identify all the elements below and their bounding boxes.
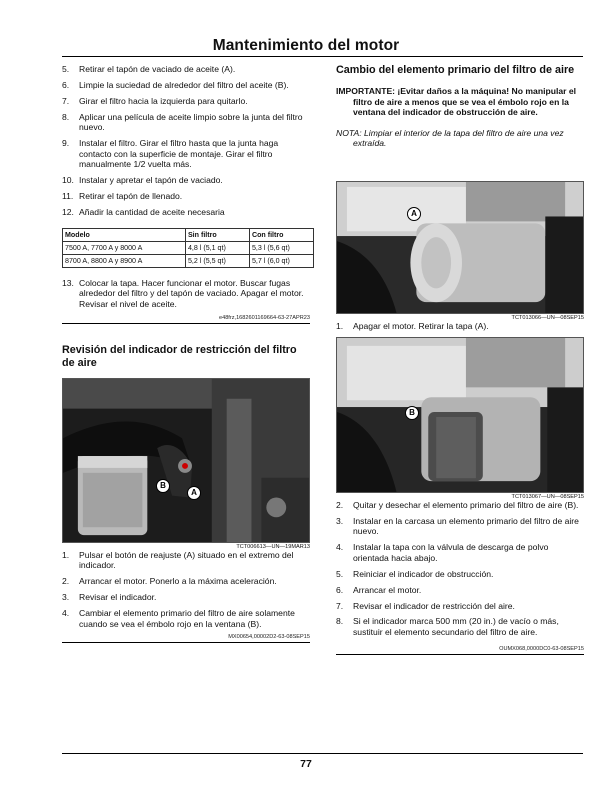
note: NOTA: Limpiar el interior de la tapa del filtro de aire una vez extraída.: [336, 127, 564, 149]
table-cell: 4,8 l (5,1 qt): [185, 241, 249, 254]
list-item: 5. Retirar el tapón de vaciado de aceite (A).: [62, 64, 236, 74]
callout-a: A: [187, 486, 201, 500]
header-rule: [62, 56, 583, 57]
column-header: Sin filtro: [185, 228, 249, 241]
important-notice: IMPORTANTE: ¡Evitar daños a la máquina! No manipular el filtro de aire a menos que se vea el émbolo rojo en la ventana del indicador de obstrucción de aire.: [336, 86, 577, 118]
list-item: 4. Cambiar el elemento primario del filtro de aire solamente cuando se vea el émbolo rojo en la ventana (B).: [62, 607, 295, 629]
callout-b: B: [405, 406, 419, 420]
list-item: 13. Colocar la tapa. Hacer funcionar el motor. Buscar fugas alrededor del filtro y del tapón de vaciado. Apagar el motor. Revisar el nivel de aceite.: [62, 277, 304, 309]
list-item: 2. Arrancar el motor. Ponerlo a la máxima aceleración.: [62, 576, 277, 587]
cover-photo: [336, 181, 584, 314]
list-item: 12. Añadir la cantidad de aceite necesaria: [62, 207, 225, 218]
right-column: [336, 64, 584, 655]
replacement-steps: [336, 321, 584, 332]
left-column: [62, 64, 310, 643]
table-row: [63, 254, 314, 267]
column-header: Con filtro: [249, 228, 313, 241]
table-cell: 5,3 l (5,6 qt): [249, 241, 313, 254]
list-item: 11. Retirar el tapón de llenado.: [62, 191, 183, 202]
section-title-indicator: Revisión del indicador de restricción del filtro de aire: [62, 343, 297, 369]
list-item: 3. Revisar el indicador.: [62, 592, 157, 603]
list-item: 8. Si el indicador marca 500 mm (20 in.) de vacío o más, sustituir el elemento secundario del filtro de aire.: [336, 616, 559, 637]
oil-filter-steps-continued: [62, 278, 310, 310]
table-row: [63, 241, 314, 254]
indicator-steps: [62, 550, 310, 629]
reference-code: e48frz,1682601169664-63-27APR23: [62, 315, 310, 324]
table-header-row: [63, 228, 314, 241]
list-item: 3. Instalar en la carcasa un elemento primario del filtro de aire nuevo.: [336, 515, 579, 537]
list-item: 10. Instalar y apretar el tapón de vaciado.: [62, 175, 223, 186]
reference-code: OUMX068,0000DC0-63-08SEP15: [336, 646, 584, 655]
page-number: 77: [300, 758, 312, 770]
photo-caption: TCT006613—UN—19MAR13: [236, 543, 310, 550]
replacement-steps-continued: [336, 500, 584, 638]
table-cell: 5,2 l (5,5 qt): [185, 254, 249, 267]
list-item: 2. Quitar y desechar el elemento primario del filtro de aire (B).: [336, 499, 579, 510]
photo-caption: TCT013066—UN—08SEP15: [511, 314, 584, 321]
photo-caption: TCT013067—UN—08SEP15: [511, 493, 584, 500]
engine-photo-illustration: [337, 338, 583, 492]
section-title-primary-element: Cambio del elemento primario del filtro de aire: [336, 64, 575, 76]
list-item: 6. Arrancar el motor.: [336, 584, 422, 595]
table-cell: 8700 A, 8800 A y 8900 A: [63, 254, 186, 267]
reference-code: MX00654,00002D2-63-08SEP15: [62, 634, 310, 643]
list-item: 5. Reiniciar el indicador de obstrucción.: [336, 568, 494, 579]
indicator-photo: [62, 378, 310, 543]
list-item: 1. Apagar el motor. Retirar la tapa (A).: [336, 320, 489, 331]
list-item: 7. Revisar el indicador de restricción del aire.: [336, 600, 515, 611]
callout-a: A: [407, 207, 421, 221]
list-item: 8. Aplicar una película de aceite limpio sobre la junta del filtro nuevo.: [62, 111, 303, 133]
oil-filter-steps: [62, 64, 310, 218]
list-item: 7. Girar el filtro hacia la izquierda para quitarlo.: [62, 95, 248, 106]
list-item: 1. Pulsar el botón de reajuste (A) situado en el extremo del indicador.: [62, 549, 294, 571]
column-header: Modelo: [63, 228, 186, 241]
footer-rule: [62, 753, 583, 754]
element-photo: [336, 337, 584, 493]
oil-capacity-table: [62, 228, 314, 268]
callout-b: B: [156, 479, 170, 493]
table-cell: 7500 A, 7700 A y 8000 A: [63, 241, 186, 254]
list-item: 6. Limpie la suciedad de alrededor del filtro del aceite (B).: [62, 79, 289, 90]
list-item: 4. Instalar la tapa con la válvula de descarga de polvo orientada hacia abajo.: [336, 542, 549, 563]
page-title: Mantenimiento del motor: [212, 37, 400, 54]
engine-photo-illustration: [337, 182, 583, 313]
table-cell: 5,7 l (6,0 qt): [249, 254, 313, 267]
list-item: 9. Instalar el filtro. Girar el filtro hasta que la junta haga contacto con la superficie de montaje. Girar el filtro manualmente 1/2 vuelta más.: [62, 138, 279, 170]
engine-photo-illustration: [63, 379, 309, 542]
